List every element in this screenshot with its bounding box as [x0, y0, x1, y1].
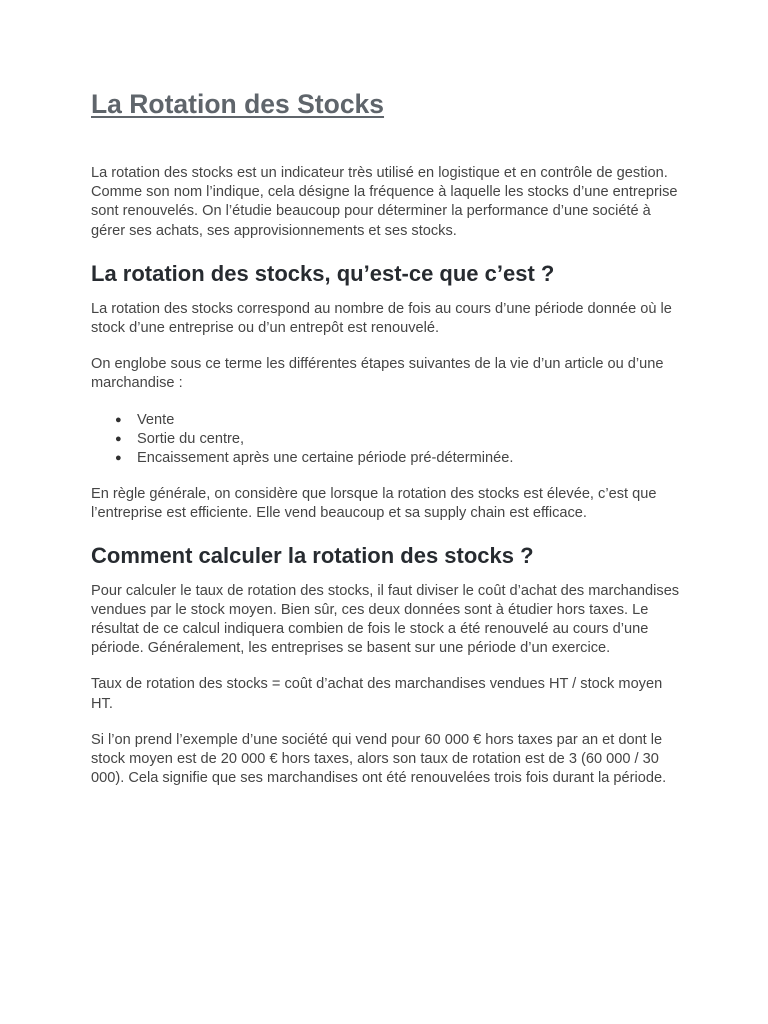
section-paragraph: La rotation des stocks correspond au nombre de fois au cours d’une période donnée où le stock d’une entreprise ou d’un entrepôt est renouvelé. [91, 300, 672, 337]
intro-paragraph: La rotation des stocks est un indicateur très utilisé en logistique et en contrôle de gestion. Comme son nom l’indique, cela désigne la fréquence à laquelle les stocks d’une entreprise sont renouvelés. On l’étudie beaucoup pour déterminer la performance d’une société à gérer ses achats, ses approvisionnements et ses stocks. [91, 165, 678, 239]
list-item-label: Encaissement après une certaine période pré-déterminée. [137, 450, 514, 467]
document-page [91, 86, 683, 788]
section-paragraph: On englobe sous ce terme les différentes étapes suivantes de la vie d’un article ou d’une marchandise : [91, 356, 664, 392]
section-heading: Comment calculer la rotation des stocks ? [91, 542, 534, 568]
document-title: La Rotation des Stocks [91, 89, 385, 119]
formula-paragraph: Taux de rotation des stocks = coût d’achat des marchandises vendues HT / stock moyen HT. [91, 676, 663, 712]
example-paragraph: Si l’on prend l’exemple d’une société qui vend pour 60 000 € hors taxes par an et dont le stock moyen est de 20 000 € hors taxes, alors son taux de rotation est de 3 (60 000 / 30 000). Cela signifie que ses marchandises ont été renouvelées trois fois durant la période. [91, 731, 667, 787]
list-item-label: Vente [137, 411, 175, 428]
stage-list [91, 411, 683, 469]
bullet-icon: ● [115, 432, 122, 445]
bullet-icon: ● [115, 452, 122, 465]
list-item [115, 430, 683, 449]
section-paragraph: En règle générale, on considère que lorsque la rotation des stocks est élevée, c’est que l’entreprise est efficiente. Elle vend beaucoup et sa supply chain est efficace. [91, 486, 657, 522]
list-item [115, 411, 683, 430]
bullet-icon: ● [115, 413, 122, 426]
list-item [115, 449, 683, 468]
section-paragraph: Pour calculer le taux de rotation des stocks, il faut diviser le coût d’achat des marchandises vendues par le stock moyen. Bien sûr, ces deux données sont à étudier hors taxes. Le résultat de ce calcul indiquera combien de fois le stock a été renouvelé au cours d’une période. Généralement, les entreprises se basent sur une période d’un exercice. [91, 582, 680, 657]
section-heading: La rotation des stocks, qu’est-ce que c’est ? [91, 260, 555, 286]
list-item-label: Sortie du centre, [137, 430, 245, 447]
